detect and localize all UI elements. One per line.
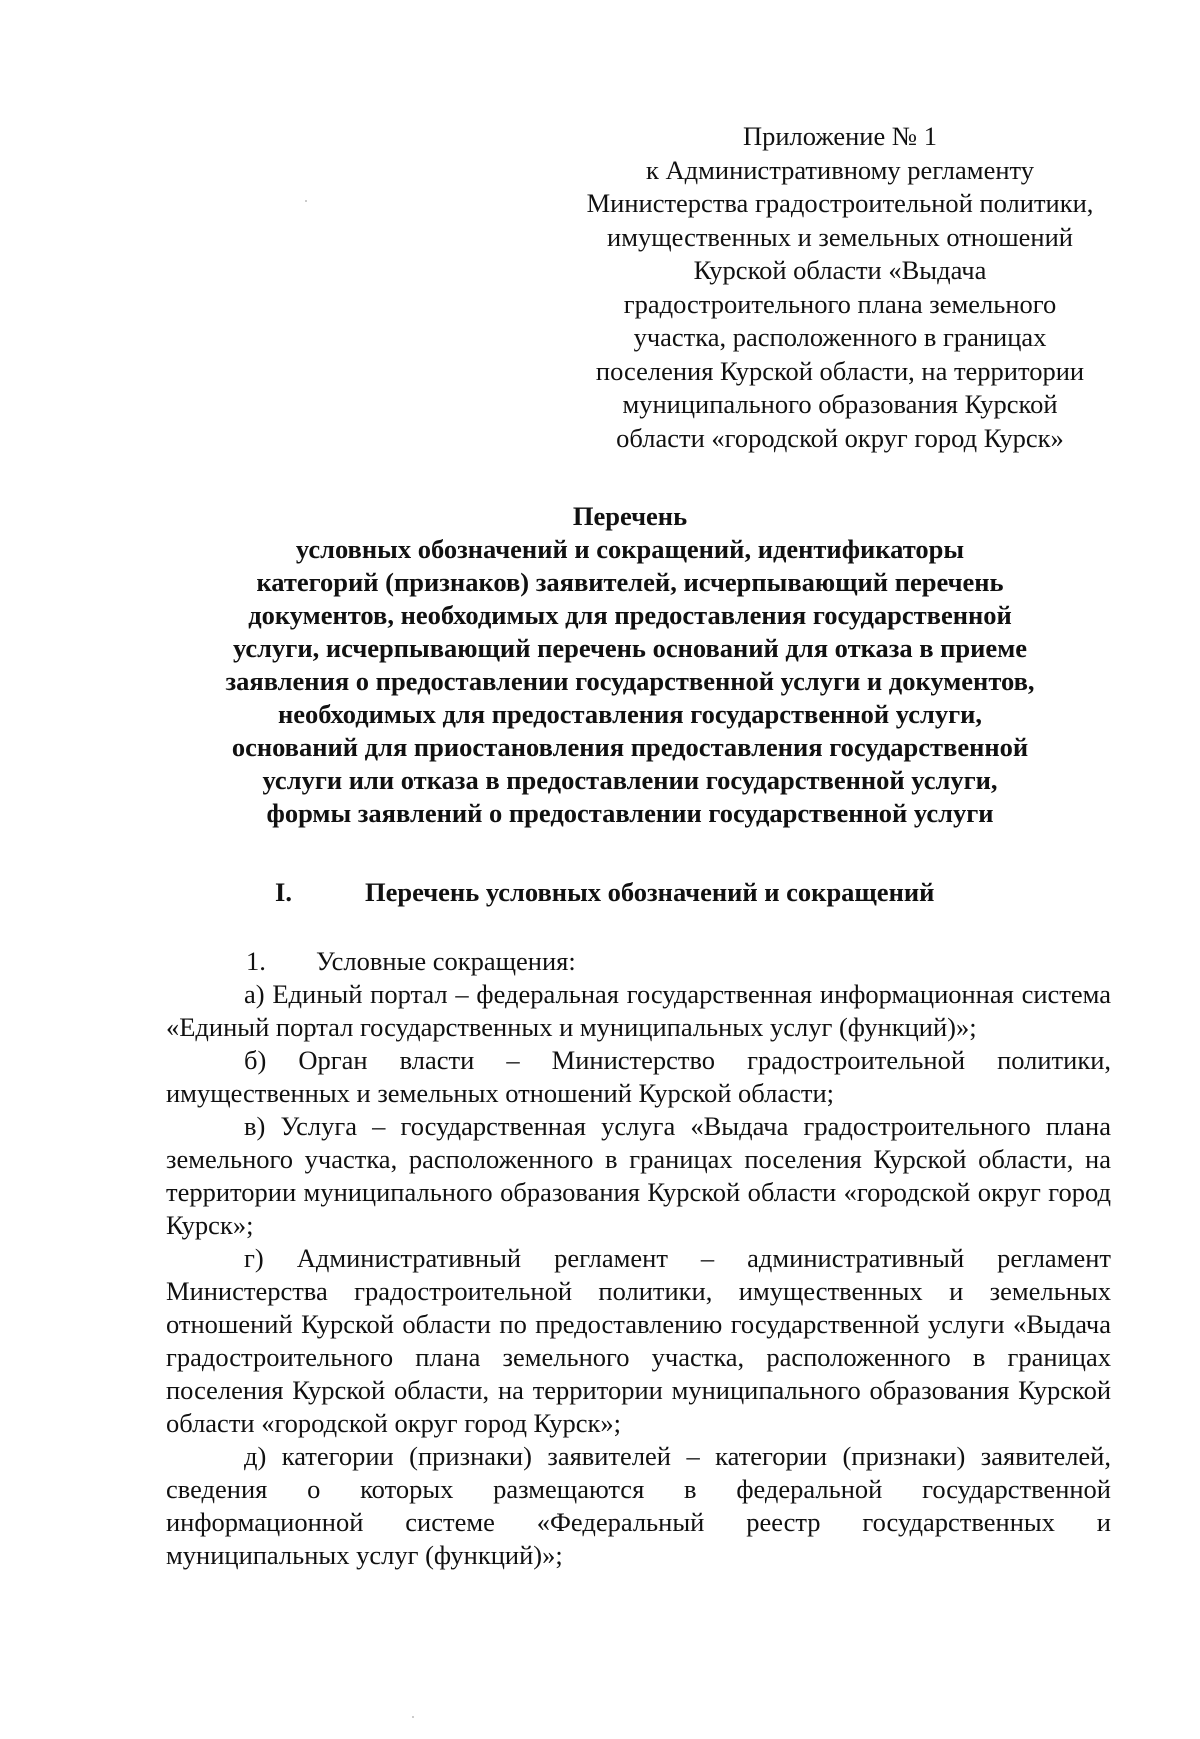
section-number: I.	[275, 877, 292, 907]
title-line: необходимых для предоставления государственной услуги,	[277, 699, 983, 729]
paragraph-g: г) Административный регламент – административный регламент Министерства градостроительной политики, имущественных и земельных отношений Курской области по предоставлению государственной услуги «Выдача градостроительного плана земельного участка, расположенного в границах поселения Курской области, на территории муниципального образования Курской области «городской округ город Курск»;	[166, 1243, 1111, 1438]
title-line: оснований для приостановления предоставления государственной	[231, 732, 1029, 762]
list-item-heading	[166, 945, 1111, 978]
item-title: Условные сокращения:	[316, 946, 576, 976]
appendix-line: Приложение № 1	[742, 121, 937, 151]
paragraph-a: а) Единый портал – федеральная государственная информационная система «Единый портал государственных и муниципальных услуг (функций)»;	[166, 979, 1111, 1042]
appendix-line: Курской области «Выдача	[693, 255, 987, 285]
paragraph-b: б) Орган власти – Министерство градостроительной политики, имущественных и земельных отношений Курской области;	[166, 1045, 1111, 1108]
appendix-line: поселения Курской области, на территории	[595, 355, 1085, 386]
appendix-line: к Административному регламенту	[646, 154, 1034, 185]
scan-speck	[412, 1716, 414, 1718]
title-line: формы заявлений о предоставлении государственной услуги	[266, 798, 994, 828]
paragraph-d: д) категории (признаки) заявителей – категории (признаки) заявителей, сведения о которых размещаются в федеральной государственной информационной системе «Федеральный реестр государственных и муниципальных услуг (функций)»;	[166, 1441, 1111, 1570]
title-line: условных обозначений и сокращений, идентификаторы	[295, 534, 965, 564]
document-title	[60, 500, 1200, 830]
title-line: документов, необходимых для предоставления государственной	[248, 600, 1012, 630]
appendix-line: Министерства градостроительной политики,	[586, 188, 1094, 218]
appendix-line: градостроительного плана земельного	[623, 288, 1057, 319]
section-title: Перечень условных обозначений и сокращений	[365, 877, 935, 907]
section-heading	[0, 875, 1200, 909]
title-line: услуги или отказа в предоставлении государственной услуги,	[262, 765, 998, 795]
body-text	[166, 945, 1111, 1572]
scan-speck	[305, 200, 307, 202]
title-line: Перечень	[572, 501, 688, 531]
title-line: заявления о предоставлении государственной услуги и документов,	[225, 666, 1035, 696]
appendix-line: муниципального образования Курской	[622, 389, 1058, 419]
title-line: услуги, исчерпывающий перечень оснований для отказа в приеме	[232, 633, 1028, 663]
appendix-header	[555, 120, 1125, 455]
appendix-line: имущественных и земельных отношений	[607, 221, 1073, 252]
item-number: 1.	[246, 946, 266, 976]
appendix-line: участка, расположенного в границах	[633, 322, 1047, 352]
paragraph-v: в) Услуга – государственная услуга «Выдача градостроительного плана земельного участка, расположенного в границах поселения Курской области, на территории муниципального образования Курской области «городской округ город Курск»;	[166, 1111, 1111, 1240]
title-line: категорий (признаков) заявителей, исчерпывающий перечень	[256, 567, 1004, 597]
appendix-line: области «городской округ город Курск»	[616, 422, 1064, 453]
